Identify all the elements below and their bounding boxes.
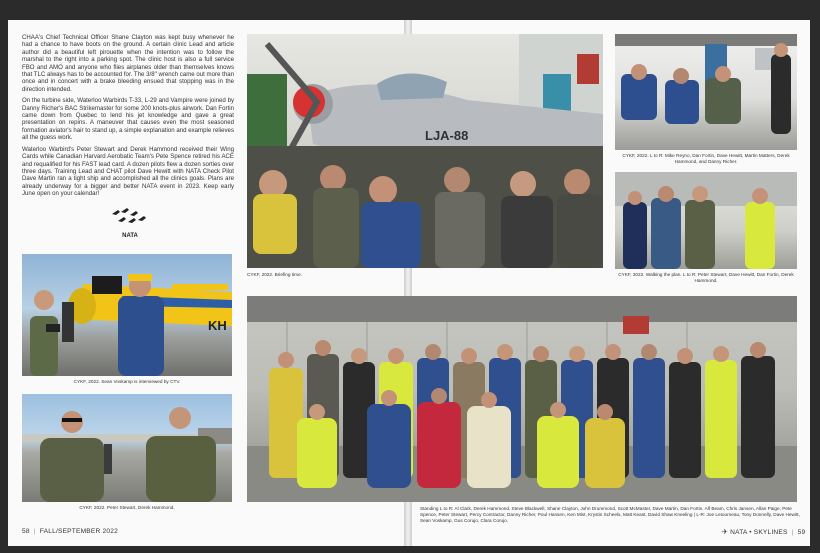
formation-jets-icon	[108, 206, 152, 230]
caption-plan: CYKF, 2022. Walking the plan. L to R: Peter Stewart, Dave Hewitt, Dan Fortin, Derek Hammond.	[618, 272, 794, 283]
nata-logo	[108, 206, 152, 238]
nata-small-icon: ✈	[722, 529, 729, 536]
photo-briefing	[247, 34, 603, 268]
caption-briefing: CYKF, 2022. Briefing time.	[247, 272, 302, 277]
plane-registration: LJA-88	[425, 128, 469, 143]
paragraph: CHAA's Chief Technical Officer Shane Clayton was kept busy whenever he had a chance to have boots on the ground. A certain clinic Lead and article author did a beautiful left pirouette when the intention was to follow the marshal to the right into a parking spot. The clinic host is also a full service FBO and AMO and anyone who flies airplanes older than themselves knows that TLC always has to be accounted for. The 3/8" wrench came out more than once and in concert with a brake bleeding ensued that stopping was in the direction intended.	[22, 34, 234, 93]
photo-group	[247, 296, 797, 502]
caption-group: Standing L to R: Al Clark, Derek Hammond, Steve Blackwell, Shane Clayton, John Drummond, Scott McMaster, Dave Martin, Dan Fortin, Alf Beam, Chris Jansen, Allan Paige, Pete Spence, Peter Stewart, Percy Contractor, Danny Richer, Poul Hansen, Ken Mist, Krystin Scheels, Matt Keast, David Shaw Kneeling | L-R: Joe Letourneau, Tony Donnelly, Dave Hewitt, Sean Voskamp, Gus Corujo, Clara Corujo.	[420, 506, 800, 523]
caption-ctv: CYKF, 2022. Sean Voskamp is interviewed by CTV.	[73, 379, 181, 384]
logo-text: NATA	[122, 233, 138, 239]
photo-stewart-hammond	[22, 394, 232, 502]
photo-ctv-interview	[22, 254, 232, 376]
caption-reyno: CYKF, 2022. L to R: Mike Reyno, Dan Fortin, Dave Hewitt, Martin Matters, Derek Hammond, and Danny Richer.	[622, 153, 790, 164]
article-text	[22, 34, 234, 202]
issue-label: FALL/SEPTEMBER 2022	[39, 528, 118, 535]
paragraph: Waterloo Warbird's Peter Stewart and Derek Hammond received their Wing Cards while Canadian Harvard Aerobatic Team's Pete Spence retired his ACE and requalified for his FAST lead card. A dozen pilots flew a dozen sorties over three days. Training Lead and CHAT pilot Dave Hewitt with NATA Check Pilot Dave Martin ran a tight ship and accomplished all the clinics goals. Plans are already underway for a bigger and better NATA event in 2023. Keep early June open on your calendar!	[22, 145, 234, 198]
caption-stewart: CYKF, 2022. Peter Stewart, Derek Hammond.	[79, 505, 175, 510]
paragraph: On the turbine side, Waterloo Warbirds T-33, L-29 and Vampire were joined by Danny Richer's BAC Strikemaster for some 200 knots-plus airwork. Dan Fortin came down from Quebec to lend his jet knowledge and gave a great presentation on repins. A maneuver that causes even the most seasoned formation aviator's hair to stand up, a simple explanation and example relieves all the guess work.	[22, 97, 234, 142]
brand-label: NATA • SKYLINES	[730, 529, 788, 536]
photo-hangar-seated	[615, 34, 797, 150]
right-folio: ✈ NATA • SKYLINES | 59	[722, 529, 806, 536]
photo-walking-plan	[615, 172, 797, 269]
page-number: 59	[797, 529, 806, 536]
left-folio: 58 | FALL/SEPTEMBER 2022	[22, 528, 118, 535]
page-number: 58	[22, 528, 30, 535]
plane-code: KH	[208, 318, 227, 333]
